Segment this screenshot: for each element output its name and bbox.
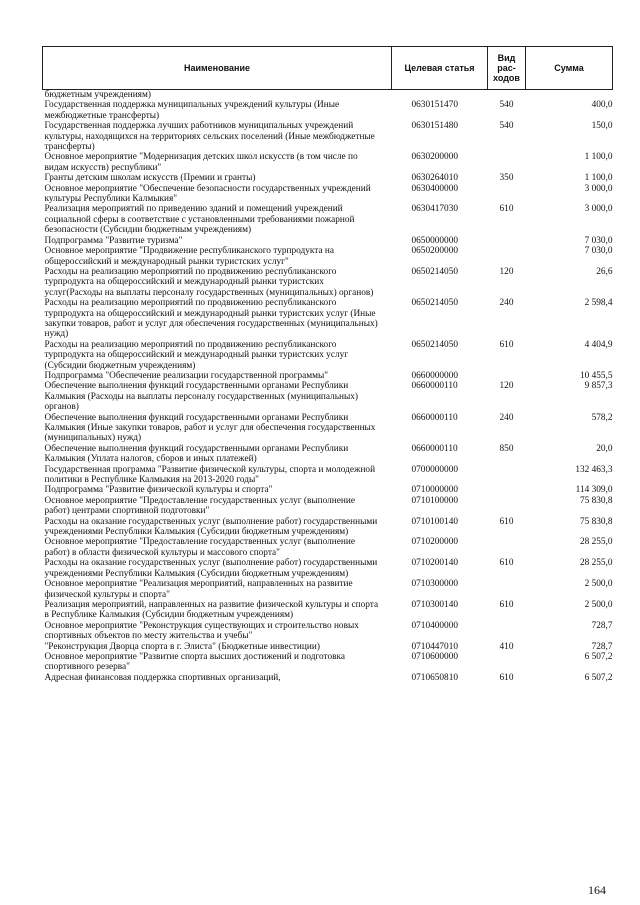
row-name: Основное мероприятие "Модернизация детских школ искусств (в том числе по видам искусств) республики": [44, 152, 358, 173]
row-name: Основное мероприятие "Предоставление государственных услуг (выполнение работ) центрами спортивной подготовки": [44, 495, 355, 517]
row-sum: 26,6: [596, 266, 613, 277]
row-sum: 7 030,0: [584, 235, 613, 246]
row-expense-type: 610: [499, 516, 514, 527]
row-code: 0660000110: [411, 381, 458, 392]
row-sum: 2 598,4: [584, 298, 613, 309]
row-name: бюджетным учреждениям): [44, 90, 151, 100]
table-row: [43, 652, 613, 673]
row-sum: 132 463,3: [575, 464, 613, 475]
row-name: Обеспечение выполнения функций государственными органами Республики Калмыкия (Иные закупки товаров, работ и услуг для обеспечения государственных (муниципальных) нужд): [44, 412, 376, 444]
row-expense-type: 540: [499, 100, 514, 111]
header-name: Наименование: [43, 47, 392, 90]
table-row: [43, 485, 613, 495]
row-code: 0700000000: [411, 464, 458, 475]
row-expense-type: 240: [499, 412, 514, 423]
row-sum: 4 404,9: [584, 339, 613, 350]
row-expense-type: [488, 90, 526, 101]
row-name: Обеспечение выполнения функций государственными органами Республики Калмыкия (Расходы на выплаты персоналу государственных (муниципальных) органов): [44, 381, 358, 413]
row-code: 0630151480: [411, 121, 458, 132]
row-code: [392, 90, 488, 101]
row-code: 0710200000: [411, 537, 458, 548]
row-sum: 1 100,0: [584, 152, 613, 163]
row-expense-type: [488, 496, 526, 517]
row-name: "Реконструкция Дворца спорта в г. Элиста" (Бюджетные инвестиции): [44, 641, 320, 652]
row-expense-type: 410: [499, 641, 514, 652]
page-number: 164: [588, 883, 606, 897]
row-sum: 728,7: [591, 641, 613, 652]
table-row: [43, 204, 613, 235]
row-expense-type: [488, 152, 526, 173]
row-sum: 150,0: [591, 121, 613, 132]
row-code: 0630264010: [411, 173, 458, 184]
row-name: Расходы на оказание государственных услуг (выполнение работ) государственными учреждениями Республики Калмыкия (Субсидии бюджетным учреждениям): [44, 558, 378, 579]
row-name: Основное мероприятие "Развитие спорта высших достижений и подготовка спортивного резерва": [44, 651, 346, 673]
row-name: Реализация мероприятий, направленных на развитие физической культуры и спорта в Республике Калмыкия (Субсидии бюджетным учреждениям): [44, 599, 379, 621]
row-expense-type: 610: [499, 339, 514, 350]
row-sum: 1 100,0: [584, 173, 613, 184]
row-sum: 3 000,0: [584, 204, 613, 215]
row-name: Расходы на оказание государственных услуг (выполнение работ) государственными учреждениями Республики Калмыкия (Субсидии бюджетным учреждениям): [44, 516, 378, 538]
row-name: Государственная поддержка лучших работников муниципальных учреждений культуры, находящихся на территориях сельских поселений (Иные межбюджетные трансферты): [44, 121, 375, 153]
row-name: Государственная поддержка муниципальных учреждений культуры (Иные межбюджетные трансферты): [44, 100, 340, 121]
row-code: 0710300000: [411, 579, 458, 590]
row-name: Реализация мероприятий по приведению зданий и помещений учреждений социальной сферы в соответствие с установленными требованиями пожарной безопасности (Субсидии бюджетным учреждениям): [44, 204, 355, 236]
table-row: [43, 465, 613, 486]
row-name: Основное мероприятие "Обеспечение безопасности государственных учреждений культуры Республики Калмыкия": [44, 183, 371, 205]
table-row: [43, 100, 613, 121]
row-name: Государственная программа "Развитие физической культуры, спорта и молодежной политики в Республике Калмыкия на 2013-2020 годы": [44, 464, 376, 486]
row-sum: 6 507,2: [584, 651, 613, 662]
row-code: 0710400000: [411, 620, 458, 631]
row-expense-type: 120: [499, 381, 514, 392]
row-name: Гранты детским школам искусств (Премии и гранты): [44, 173, 256, 184]
row-expense-type: 350: [499, 173, 514, 184]
row-code: 0650214050: [411, 339, 458, 350]
row-expense-type: [488, 579, 526, 600]
table-row: [43, 184, 613, 205]
row-code: 0650200000: [411, 246, 458, 257]
table-body: [43, 90, 613, 684]
header-type: Вид рас-ходов: [488, 47, 526, 90]
table-row: [43, 673, 613, 683]
row-name: Основное мероприятие "Реконструкция существующих и строительство новых спортивных объектов по месту жительства и учебы": [44, 620, 359, 642]
table-row: [43, 600, 613, 621]
row-sum: 28 255,0: [579, 558, 613, 569]
row-expense-type: [488, 246, 526, 267]
row-expense-type: [488, 465, 526, 486]
row-sum: 6 507,2: [584, 672, 613, 683]
table-row: [43, 90, 613, 101]
row-sum: 28 255,0: [579, 537, 613, 548]
row-name: Расходы на реализацию мероприятий по продвижению республиканского турпродукта на общероссийский и международный рынки туристских услуг (Субсидии бюджетным учреждениям): [44, 339, 349, 371]
table-row: [43, 444, 613, 465]
row-expense-type: 540: [499, 121, 514, 132]
header-sum: Сумма: [526, 47, 613, 90]
row-sum: 75 830,8: [579, 495, 613, 506]
row-sum: 400,0: [591, 100, 613, 111]
row-code: 0710100000: [411, 495, 458, 506]
row-code: 0660000110: [411, 443, 458, 454]
budget-table: [42, 46, 613, 683]
row-name: Основное мероприятие "Предоставление государственных услуг (выполнение работ) в области физической культуры и массового спорта": [44, 537, 355, 558]
row-code: 0710650810: [411, 672, 458, 683]
table-row: [43, 246, 613, 267]
row-code: 0630151470: [411, 100, 458, 111]
row-sum: 75 830,8: [579, 516, 613, 527]
row-code: 0630200000: [411, 152, 458, 163]
row-sum: 7 030,0: [584, 246, 613, 257]
row-sum: 2 500,0: [584, 579, 613, 590]
row-expense-type: 240: [499, 298, 514, 309]
header-code: Целевая статья: [392, 47, 488, 90]
row-sum: 3 000,0: [584, 183, 613, 194]
table-row: [43, 152, 613, 173]
row-code: 0710000000: [411, 485, 458, 496]
row-sum: 9 857,3: [584, 381, 613, 392]
table-header: [43, 47, 613, 90]
row-name: Подпрограмма "Развитие физической культуры и спорта": [44, 485, 273, 496]
row-name: Адресная финансовая поддержка спортивных организаций,: [44, 672, 281, 683]
table-row: [43, 537, 613, 558]
row-name: Подпрограмма "Обеспечение реализации государственной программы": [44, 370, 329, 381]
table-row: [43, 621, 613, 642]
table-row: [43, 236, 613, 246]
table-row: [43, 121, 613, 152]
row-code: 0710600000: [411, 651, 458, 662]
row-sum: 114 309,0: [575, 485, 613, 496]
table-row: [43, 579, 613, 600]
row-code: 0650000000: [411, 235, 458, 246]
row-name: Расходы на реализацию мероприятий по продвижению республиканского турпродукта на общероссийский и международный рынки туристских услуг (Иные закупки товаров, работ и услуг для обеспечения государственных (муниципальных) нужд): [44, 298, 378, 340]
row-expense-type: 610: [499, 558, 514, 569]
table-row: [43, 413, 613, 444]
row-code: 0630400000: [411, 183, 458, 194]
row-sum: [526, 90, 613, 101]
row-expense-type: [488, 621, 526, 642]
row-name: Обеспечение выполнения функций государственными органами Республики Калмыкия (Уплата налогов, сборов и иных платежей): [44, 443, 349, 465]
row-expense-type: [488, 652, 526, 673]
row-name: Основное мероприятие "Реализация мероприятий, направленных на развитие физической культуры и спорта": [44, 579, 353, 600]
row-code: 0650214050: [411, 298, 458, 309]
table-row: [43, 496, 613, 517]
row-expense-type: [488, 236, 526, 246]
row-expense-type: [488, 371, 526, 381]
row-code: 0660000110: [411, 412, 458, 423]
table-row: [43, 558, 613, 579]
table-row: [43, 298, 613, 340]
row-expense-type: 850: [499, 443, 514, 454]
row-code: 0710300140: [411, 599, 458, 610]
table-row: [43, 517, 613, 538]
row-expense-type: 610: [499, 204, 514, 215]
row-expense-type: 610: [499, 672, 514, 683]
row-sum: 2 500,0: [584, 599, 613, 610]
row-expense-type: 610: [499, 599, 514, 610]
row-code: 0710447010: [411, 641, 458, 652]
row-code: 0630417030: [411, 204, 458, 215]
row-name: Расходы на реализацию мероприятий по продвижению республиканского турпродукта на общероссийский и международный рынки туристских услуг(Расходы на выплаты персоналу государственных (муниципальных) органов): [44, 266, 374, 298]
row-code: 0710200140: [411, 558, 458, 569]
table-row: [43, 173, 613, 183]
row-code: 0650214050: [411, 266, 458, 277]
row-expense-type: [488, 537, 526, 558]
row-sum: 20,0: [596, 443, 613, 454]
row-sum: 10 455,5: [579, 370, 613, 381]
row-code: 0710100140: [411, 516, 458, 527]
table-row: [43, 340, 613, 371]
table-row: [43, 267, 613, 298]
row-expense-type: 120: [499, 266, 514, 277]
row-code: 0660000000: [411, 370, 458, 381]
row-sum: 578,2: [591, 412, 613, 423]
row-expense-type: [488, 485, 526, 495]
row-name: Подпрограмма "Развитие туризма": [44, 235, 183, 246]
row-expense-type: [488, 184, 526, 205]
row-name: Основное мероприятие "Продвижение республиканского турпродукта на общероссийский и международный рынки туристских услуг": [44, 246, 335, 267]
row-sum: 728,7: [591, 620, 613, 631]
table-row: [43, 642, 613, 652]
table-row: [43, 381, 613, 412]
table-row: [43, 371, 613, 381]
